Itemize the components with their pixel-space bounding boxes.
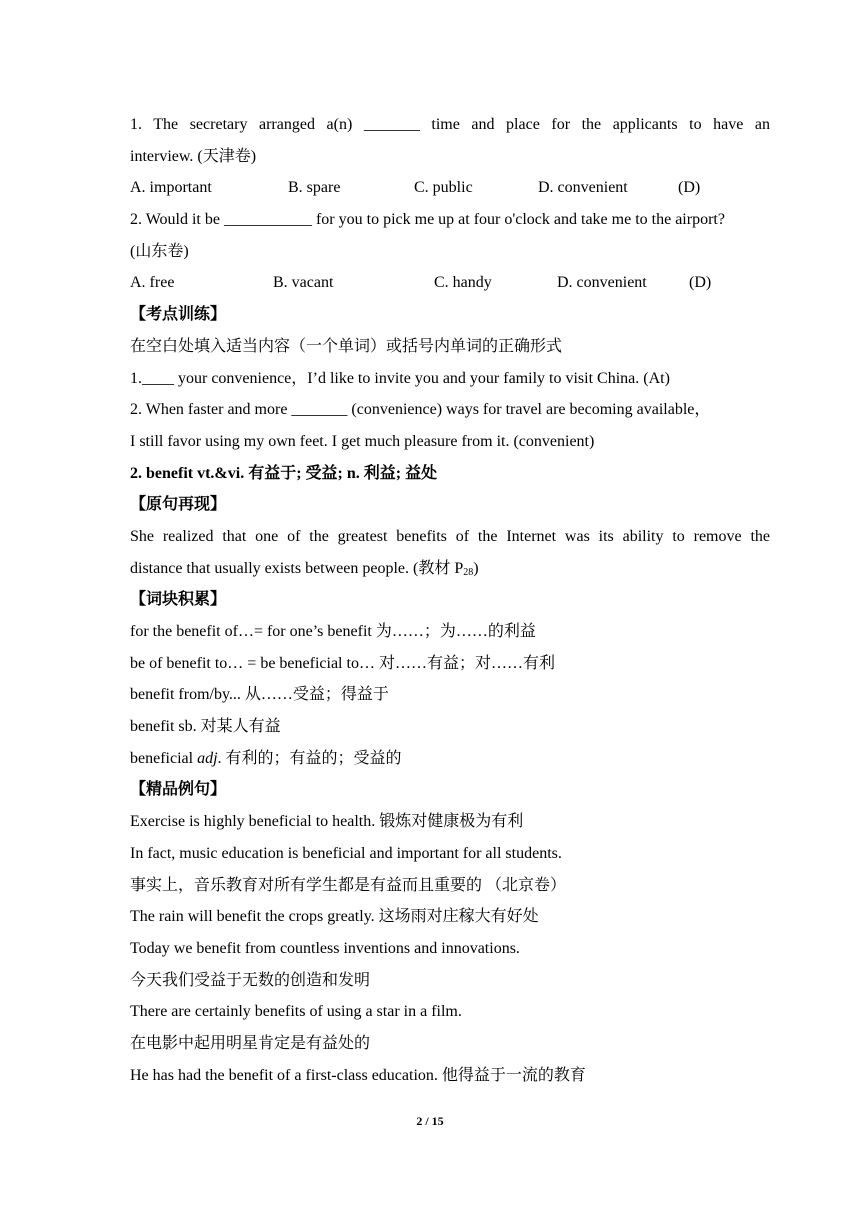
phrase-5 [130, 743, 770, 775]
phrases-heading: 【词块积累】 [130, 591, 227, 609]
phrase-2: be of benefit to… = be beneficial to… 对……有益；对……有利 [130, 654, 555, 672]
page-subscript: 28 [463, 566, 474, 578]
option-b: B. vacant [273, 274, 334, 292]
training-heading: 【考点训练】 [130, 306, 227, 324]
phrase-1: for the benefit of…= for one’s benefit 为……；为……的利益 [130, 623, 536, 640]
training-item-1: 1.____ your convenience，I’d like to invite you and your family to visit China. (At) [130, 369, 670, 387]
option-a: A. important [130, 179, 212, 197]
example-line: The rain will benefit the crops greatly. 这场雨对庄稼大有好处 [130, 908, 539, 926]
option-b: B. spare [288, 179, 341, 197]
phrase-4: benefit sb. 对某人有益 [130, 718, 281, 736]
part-of-speech: adj [197, 749, 218, 767]
page-number: 2 / 15 [416, 1114, 444, 1128]
example-line: In fact, music education is beneficial and important for all students. [130, 844, 562, 862]
example-line: 事实上，音乐教育对所有学生都是有益而且重要的 （北京卷） [130, 876, 567, 894]
option-c: C. public [414, 179, 473, 197]
training-item-2-line-1: 2. When faster and more _______ (convenience) ways for travel are becoming available， [130, 401, 711, 419]
option-a: A. free [130, 274, 175, 292]
option-d: D. convenient [538, 179, 628, 197]
example-line: Exercise is highly beneficial to health. 锻炼对健康极为有利 [130, 813, 524, 831]
question-1-line-2: interview. (天津卷) [130, 147, 257, 165]
training-item-2-line-2: I still favor using my own feet. I get much pleasure from it. (convenient) [130, 432, 595, 450]
original-text: distance that usually exists between people. (教材 P [130, 559, 464, 577]
original-sentence-line-2 [130, 553, 770, 585]
page-content [130, 109, 770, 1091]
question-1-line-1: 1. The secretary arranged a(n) _______ time and place for the applicants to have an [130, 116, 770, 133]
example-line: He has had the benefit of a first-class education. 他得益于一流的教育 [130, 1066, 586, 1084]
original-sentence-heading: 【原句再现】 [130, 496, 227, 514]
original-sentence-line-1: She realized that one of the greatest benefits of the Internet was its ability to remove the [130, 527, 770, 545]
examples-heading: 【精品例句】 [130, 781, 227, 799]
question-2-line-1: 2. Would it be ___________ for you to pick me up at four o'clock and take me to the airport? [130, 211, 725, 229]
phrase-3: benefit from/by... 从……受益；得益于 [130, 686, 389, 704]
example-line: 今天我们受益于无数的创造和发明 [130, 971, 371, 989]
answer: (D) [678, 179, 701, 197]
phrase-word: beneficial [130, 749, 198, 767]
question-1-options [130, 172, 770, 204]
entry-title: 2. benefit vt.&vi. 有益于; 受益; n. 利益; 益处 [130, 464, 438, 482]
question-2-options [130, 267, 770, 299]
question-2-line-2: (山东卷) [130, 242, 189, 260]
closing-paren: ) [473, 559, 479, 577]
phrase-meaning: . 有利的；有益的；受益的 [217, 749, 402, 767]
option-c: C. handy [434, 274, 492, 292]
example-line: Today we benefit from countless inventions and innovations. [130, 939, 520, 957]
training-instruction: 在空白处填入适当内容（一个单词）或括号内单词的正确形式 [130, 337, 563, 355]
example-line: 在电影中起用明星肯定是有益处的 [130, 1034, 371, 1052]
answer: (D) [689, 274, 712, 292]
example-line: There are certainly benefits of using a star in a film. [130, 1003, 462, 1021]
option-d: D. convenient [557, 274, 647, 292]
